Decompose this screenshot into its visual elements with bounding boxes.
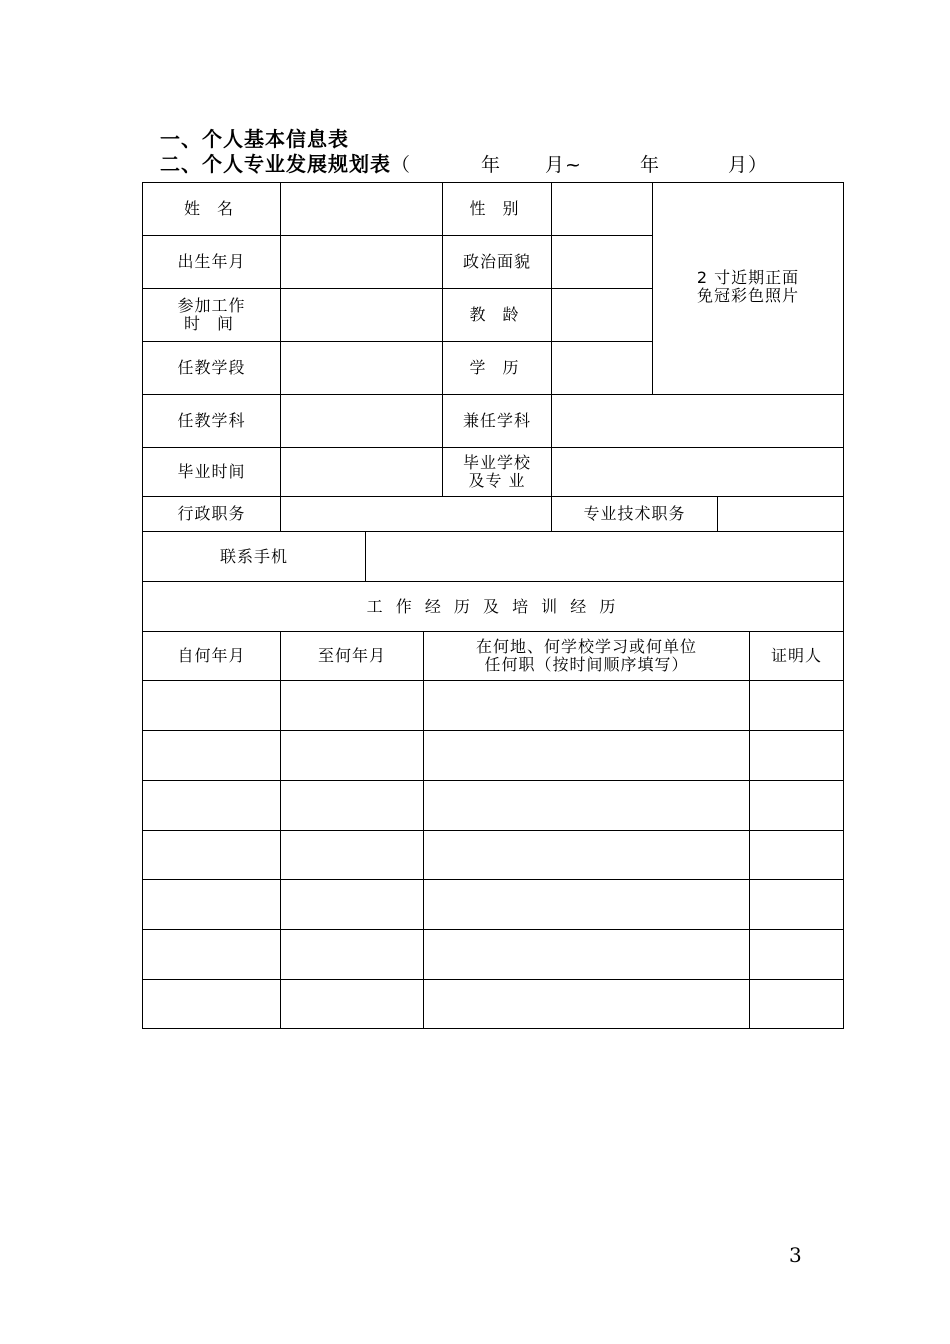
education-field[interactable] — [552, 342, 652, 394]
col-header-witness: 证明人 — [770, 646, 822, 665]
exp-to-cell[interactable] — [281, 980, 423, 1028]
col-header-detail-line-2: 任何职（按时间顺序填写） — [484, 655, 689, 674]
subject-label: 任教学科 — [177, 411, 246, 430]
experience-section-title: 工 作 经 历 及 培 训 经 历 — [366, 596, 620, 616]
heading-line-2-main: 二、个人专业发展规划表 — [160, 152, 391, 176]
name-label: 姓 名 — [183, 199, 240, 218]
exp-from-cell[interactable] — [143, 880, 280, 929]
tech-post-label: 专业技术职务 — [583, 504, 686, 523]
admin-post-field[interactable] — [281, 497, 551, 531]
page-number: 3 — [789, 1243, 802, 1267]
table-border-bottom — [142, 1028, 844, 1029]
work-start-label — [143, 289, 280, 341]
exp-from-cell[interactable] — [143, 681, 280, 730]
teaching-stage-field[interactable] — [281, 342, 442, 394]
exp-from-cell[interactable] — [143, 930, 280, 979]
school-major-label-line-2: 及专 业 — [468, 471, 526, 490]
exp-detail-cell[interactable] — [424, 731, 749, 780]
political-label: 政治面貌 — [462, 252, 531, 271]
exp-detail-cell[interactable] — [424, 781, 749, 830]
exp-from-cell[interactable] — [143, 781, 280, 830]
second-subject-label: 兼任学科 — [462, 411, 531, 430]
photo-label-line-2: 免冠彩色照片 — [696, 285, 799, 305]
school-major-field[interactable] — [552, 448, 843, 496]
exp-witness-cell[interactable] — [750, 731, 843, 780]
exp-witness-cell[interactable] — [750, 930, 843, 979]
exp-detail-cell[interactable] — [424, 681, 749, 730]
col-header-detail-line-1: 在何地、何学校学习或何单位 — [475, 637, 697, 656]
teaching-years-label: 教 龄 — [469, 305, 525, 324]
second-subject-field[interactable] — [552, 395, 843, 447]
work-start-field[interactable] — [281, 289, 442, 341]
photo-placeholder[interactable] — [653, 183, 843, 394]
subject-field[interactable] — [281, 395, 442, 447]
exp-from-cell[interactable] — [143, 731, 280, 780]
heading-paren-open: （ — [391, 154, 412, 176]
heading-month-2: 月） — [727, 154, 768, 176]
tech-post-field[interactable] — [718, 497, 843, 531]
work-start-label-line-1: 参加工作 — [177, 296, 246, 315]
exp-to-cell[interactable] — [281, 681, 423, 730]
school-major-label — [443, 448, 551, 496]
exp-witness-cell[interactable] — [750, 781, 843, 830]
heading-month-1: 月~ — [545, 154, 582, 176]
col-header-detail — [424, 632, 749, 680]
education-label: 学 历 — [469, 358, 525, 377]
photo-label-line-1: 2 寸近期正面 — [696, 267, 800, 287]
admin-post-label: 行政职务 — [177, 504, 246, 523]
mobile-label: 联系手机 — [219, 546, 288, 566]
graduation-time-label: 毕业时间 — [177, 462, 246, 481]
exp-to-cell[interactable] — [281, 831, 423, 879]
political-field[interactable] — [552, 236, 652, 288]
section-title-development-plan — [160, 148, 768, 177]
birth-label: 出生年月 — [177, 252, 246, 271]
graduation-time-field[interactable] — [281, 448, 442, 496]
exp-to-cell[interactable] — [281, 880, 423, 929]
col-header-from: 自何年月 — [177, 646, 246, 665]
exp-to-cell[interactable] — [281, 930, 423, 979]
col-header-to: 至何年月 — [317, 646, 386, 665]
exp-witness-cell[interactable] — [750, 880, 843, 929]
teaching-stage-label: 任教学段 — [177, 358, 246, 377]
exp-to-cell[interactable] — [281, 781, 423, 830]
exp-detail-cell[interactable] — [424, 880, 749, 929]
school-major-label-line-1: 毕业学校 — [462, 453, 531, 472]
exp-to-cell[interactable] — [281, 731, 423, 780]
teaching-years-field[interactable] — [552, 289, 652, 341]
exp-detail-cell[interactable] — [424, 831, 749, 879]
name-field[interactable] — [281, 183, 442, 235]
exp-witness-cell[interactable] — [750, 681, 843, 730]
mobile-field[interactable] — [366, 532, 843, 581]
gender-field[interactable] — [552, 183, 652, 235]
heading-year-2: 年 — [639, 154, 660, 176]
heading-year-1: 年 — [481, 154, 502, 176]
exp-from-cell[interactable] — [143, 980, 280, 1028]
exp-witness-cell[interactable] — [750, 831, 843, 879]
work-start-label-line-2: 时 间 — [183, 314, 240, 333]
exp-from-cell[interactable] — [143, 831, 280, 879]
gender-label: 性 别 — [469, 199, 525, 218]
birth-field[interactable] — [281, 236, 442, 288]
exp-detail-cell[interactable] — [424, 980, 749, 1028]
exp-detail-cell[interactable] — [424, 930, 749, 979]
table-border-right — [843, 182, 844, 1029]
exp-witness-cell[interactable] — [750, 980, 843, 1028]
heading-line-1: 一、个人基本信息表 — [160, 127, 349, 151]
